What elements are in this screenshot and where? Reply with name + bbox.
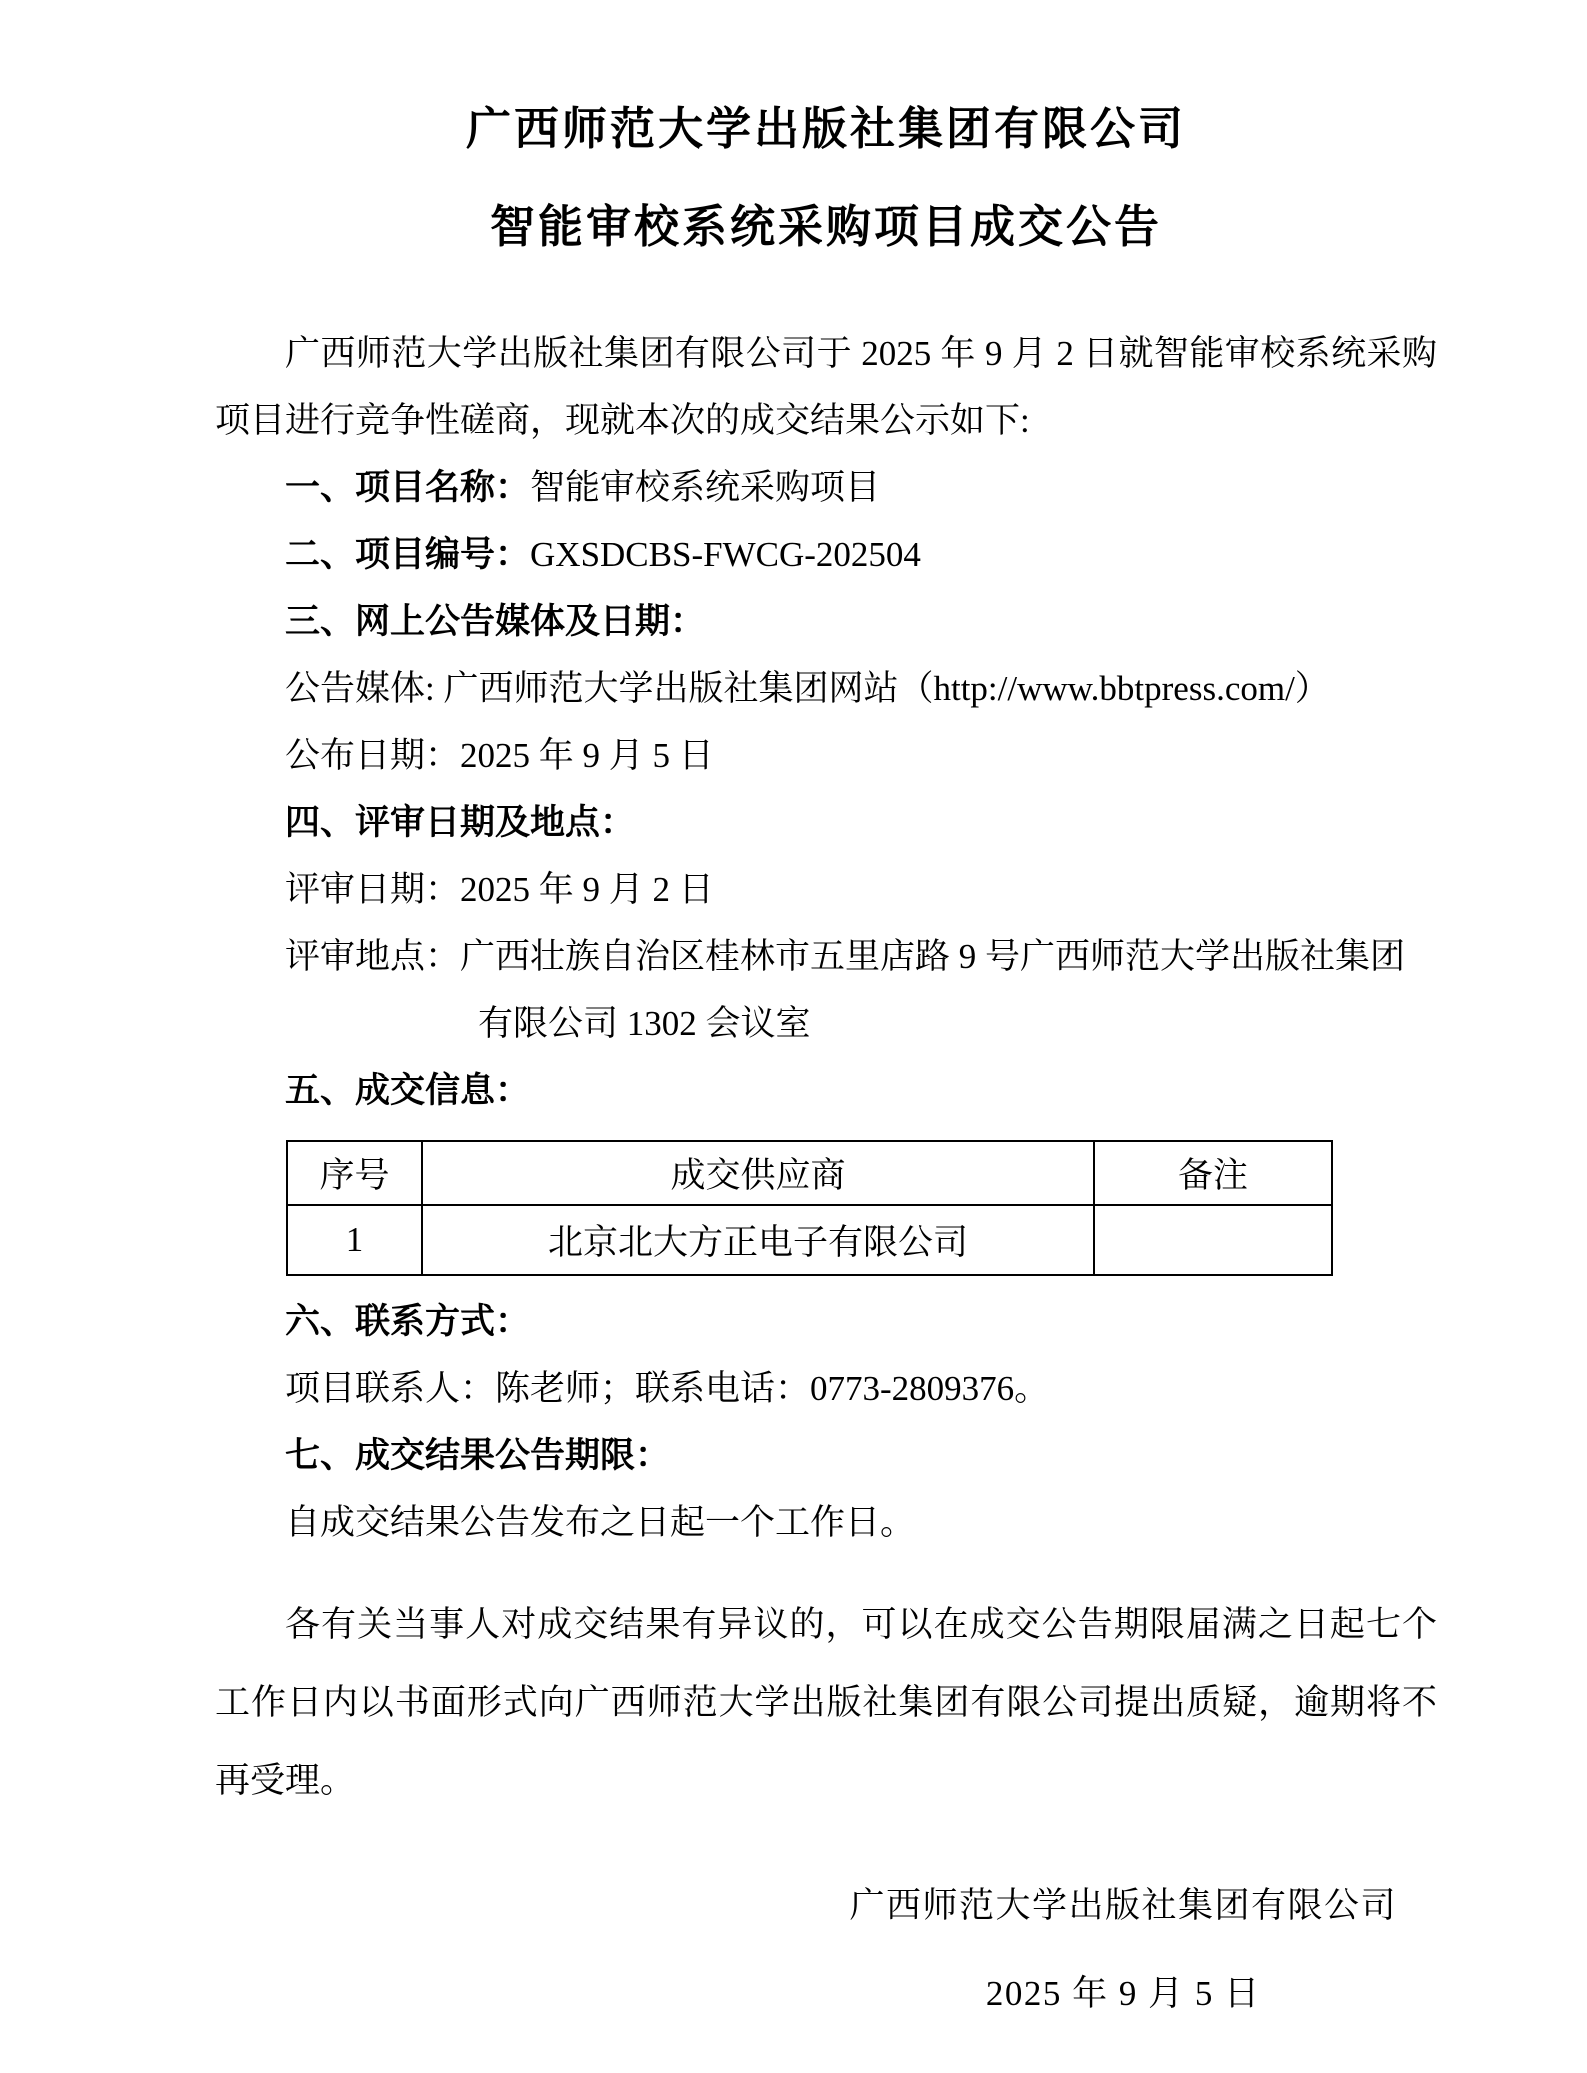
review-date-label: 评审日期： bbox=[285, 870, 461, 909]
section-2-line bbox=[215, 521, 1437, 588]
signature-company: 广西师范大学出版社集团有限公司 bbox=[849, 1886, 1397, 1925]
signature-block bbox=[849, 1862, 1397, 2038]
section-7-line bbox=[215, 1422, 1437, 1489]
section-2-value: GXSDCBS-FWCG-202504 bbox=[530, 535, 921, 574]
section-3-heading: 三、网上公告媒体及日期： bbox=[285, 602, 706, 641]
table-cell-index: 1 bbox=[287, 1205, 422, 1275]
media-line bbox=[215, 655, 1437, 722]
section-1-line bbox=[215, 454, 1437, 521]
section-4-heading: 四、评审日期及地点： bbox=[285, 803, 636, 842]
publish-date-line bbox=[215, 722, 1437, 789]
section-6-line bbox=[215, 1288, 1437, 1355]
publish-date-label: 公布日期： bbox=[285, 736, 461, 775]
review-place-label: 评审地点： bbox=[285, 937, 461, 976]
doc-title-line1: 广西师范大学出版社集团有限公司 bbox=[465, 104, 1186, 154]
media-label: 公告媒体: bbox=[285, 669, 444, 708]
section-1-heading: 一、项目名称： bbox=[285, 468, 531, 507]
review-place-continuation-line: 有限公司 1302 会议室 bbox=[478, 1004, 811, 1043]
section-1-value: 智能审校系统采购项目 bbox=[530, 468, 881, 507]
review-date-value: 2025 年 9 月 2 日 bbox=[460, 870, 714, 909]
review-place-value: 广西壮族自治区桂林市五里店路 9 号广西师范大学出版社集团 bbox=[460, 937, 1406, 976]
doc-title-line2: 智能审校系统采购项目成交公告 bbox=[489, 202, 1162, 252]
table-row bbox=[287, 1205, 1332, 1275]
publish-date-value: 2025 年 9 月 5 日 bbox=[460, 736, 714, 775]
section-5-heading: 五、成交信息： bbox=[285, 1071, 531, 1110]
document-body bbox=[215, 320, 1437, 2038]
media-value: 广西师范大学出版社集团网站（http://www.bbtpress.com/） bbox=[443, 669, 1330, 708]
review-place-line bbox=[215, 923, 1437, 990]
section-3-line bbox=[215, 588, 1437, 655]
table-header-index: 序号 bbox=[287, 1141, 422, 1205]
table-cell-remark bbox=[1094, 1205, 1332, 1275]
award-table bbox=[286, 1140, 1333, 1276]
section-6-heading: 六、联系方式： bbox=[285, 1302, 531, 1341]
closing-paragraph: 各有关当事人对成交结果有异议的，可以在成交公告期限届满之日起七个工作日内以书面形式向广西师范大学出版社集团有限公司提出质疑，逾期将不再受理。 bbox=[215, 1605, 1437, 1800]
table-header-supplier: 成交供应商 bbox=[422, 1141, 1094, 1205]
section-4-line bbox=[215, 789, 1437, 856]
section-2-heading: 二、项目编号： bbox=[285, 535, 531, 574]
section-5-line bbox=[215, 1057, 1437, 1124]
announcement-period-line: 自成交结果公告发布之日起一个工作日。 bbox=[285, 1503, 916, 1542]
intro-paragraph: 广西师范大学出版社集团有限公司于 2025 年 9 月 2 日就智能审校系统采购项目进行竞争性磋商，现就本次的成交结果公示如下: bbox=[215, 334, 1437, 440]
table-header-row bbox=[287, 1141, 1332, 1205]
contact-line: 项目联系人：陈老师；联系电话：0773-2809376。 bbox=[285, 1369, 1050, 1408]
signature-date: 2025 年 9 月 5 日 bbox=[985, 1974, 1261, 2013]
table-header-remark: 备注 bbox=[1094, 1141, 1332, 1205]
table-cell-supplier: 北京北大方正电子有限公司 bbox=[422, 1205, 1094, 1275]
section-7-heading: 七、成交结果公告期限： bbox=[285, 1436, 671, 1475]
review-date-line bbox=[215, 856, 1437, 923]
